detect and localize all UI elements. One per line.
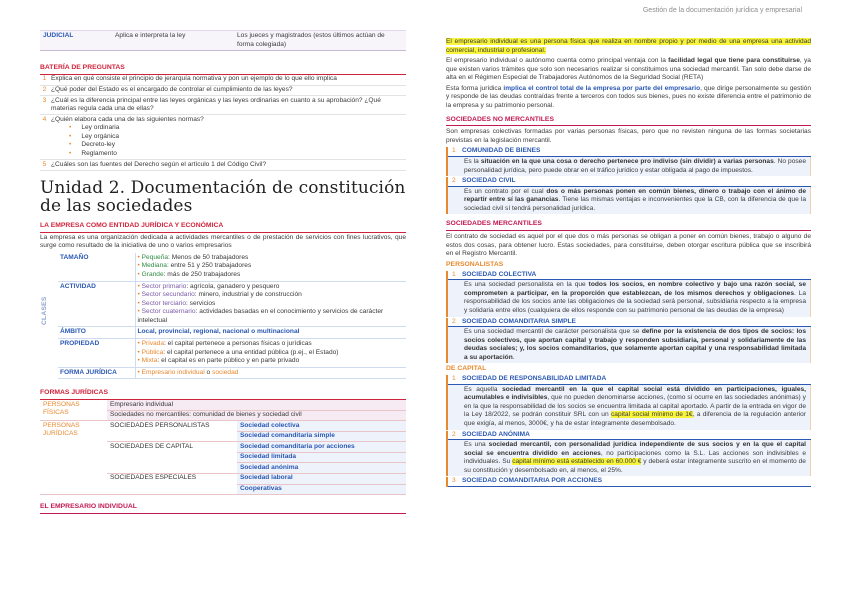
personalistas-subtitle: PERSONALISTAS bbox=[446, 260, 504, 268]
list-item: • Ley orgánica bbox=[81, 133, 404, 142]
clase-forma: FORMA JURÍDICA • Empresario individual o sociedad bbox=[58, 367, 406, 379]
comanditaria-simple-box: 2 SOCIEDAD COMANDITARIA SIMPLE Es una sociedad mercantil de carácter personalista que se define por la existencia de dos tipos de socios: los socios colectivos, que aportan capital y trabajo y responden subsidiaria, personal y solidariamente de las deudas sociales; y, los socios comanditarios, que solamente aportan capital y una responsabilidad limitada a su aportación. bbox=[446, 318, 811, 364]
judicial-key: JUDICIAL bbox=[40, 31, 112, 51]
empresario-control: Esta forma jurídica implica el control total de la empresa por parte del empresario, que dirige personalmente su gestión y responde de las deudas contraídas frente a terceros con todos sus bienes, pues no existe diferencia entre el patrimonio de la empresa y su patrimonio personal. bbox=[446, 84, 811, 109]
especiales-key: SOCIEDADES ESPECIALES bbox=[107, 473, 237, 494]
clase-tamano: TAMAÑO • Pequeña: Menos de 50 trabajadores • Mediana: entre 51 y 250 trabajadores • Grande: más de 250 trabajadores bbox=[58, 253, 406, 281]
forma-anonima: Sociedad anónima bbox=[237, 463, 406, 474]
no-mercantiles-definition: Son empresas colectivas formadas por varias personas físicas, pero que no revisten ninguna de las formas societarias previstas en la legislación mercantil. bbox=[446, 128, 811, 144]
colectiva-box: 1 SOCIEDAD COLECTIVA Es una sociedad personalista en la que todos los socios, en nombre colectivo y bajo una razón social, se comprometen a participar, en la proporción que establezcan, de los mismos derechos y obligaciones. La responsabilidad de los socios ante las obligaciones de la sociedad será personal, subsidiaria respecto a la empresa y solidaria entre ellos (cualquiera de ellos responde con su patrimonio personal de las deudas de la empresa) bbox=[446, 271, 811, 317]
clases-block bbox=[42, 253, 406, 379]
comunidad-bienes-box: 1 COMUNIDAD DE BIENES Es la situación en la que una cosa o derecho pertenece pro indiviso (sin dividir) a varias personas. No posee personalidad jurídica, pero puede obrar en el tráfico jurídico y estar obligada al pago de impuestos. bbox=[446, 147, 811, 176]
clases-label: CLASES bbox=[41, 296, 48, 325]
empresario-ventaja: El empresario individual o autónomo cuenta como principal ventaja con la facilidad legal que tiene para constituirse, ya que existen varios trámites que solo son necesarios realizar si constituimos una sociedad mercantil. Tan solo debe darse de alta en el Régimen Especial de Trabajadores Autónomos de la Seguridad Social (RETA) bbox=[446, 57, 811, 82]
mercantiles-title: SOCIEDADES MERCANTILES bbox=[446, 220, 811, 231]
personas-fisicas-key: PERSONAS FÍSICAS bbox=[40, 400, 107, 421]
comanditaria-acciones-box: 3 SOCIEDAD COMANDITARIA POR ACCIONES bbox=[446, 477, 811, 487]
bateria-title: BATERÍA DE PREGUNTAS bbox=[40, 64, 406, 75]
judicial-organs: Los jueces y magistrados (estos últimos actúan de forma colegiada) bbox=[234, 31, 406, 51]
list-item: • Reglamento bbox=[81, 150, 404, 159]
forma-cooperativas: Cooperativas bbox=[237, 484, 406, 495]
right-column bbox=[446, 38, 811, 488]
preguntas-table bbox=[40, 75, 406, 171]
empresa-definition: La empresa es una organización dedicada a actividades mercantiles o de prestación de servicios con fines lucrativos, que surge como resultado de la iniciativa de uno o varios empresarios bbox=[40, 233, 406, 250]
pregunta-3: 3 ¿Cuál es la diferencia principal entre las leyes orgánicas y las leyes ordinarias en cuanto a su aprobación? ¿Qué materias regula cada una de ellas? bbox=[40, 96, 406, 115]
mercantiles-definition: El contrato de sociedad es aquel por el que dos o más personas se obligan a poner en común bienes, trabajo o alguno de estos dos cosas, para obtener lucro. Estas sociedades, para constituirse, deben otorgar escritura pública que se inscribirá en el Registro Mercantil. bbox=[446, 233, 811, 258]
list-item: • Ley ordinaria bbox=[81, 124, 404, 133]
page-header: Gestión de la documentación jurídica y empresarial bbox=[642, 7, 802, 14]
capital-subtitle: DE CAPITAL bbox=[446, 365, 487, 373]
forma-comanditaria-acciones: Sociedad comanditaria por acciones bbox=[237, 442, 406, 453]
forma-laboral: Sociedad laboral bbox=[237, 473, 406, 484]
clase-ambito: ÁMBITO Local, provincial, regional, nacional o multinacional bbox=[58, 327, 406, 339]
limitada-box: 1 SOCIEDAD DE RESPONSABILIDAD LIMITADA Es aquella sociedad mercantil en la que el capital social está dividido en participaciones, iguales, acumulables e indivisibles, que no pueden denominarse acciones, (como sí ocurre en las sociedades anónimas) y en la que la responsabilidad de los socios se encuentra limitada al capital aportado. A partir de la entrada en vigor de la Ley 18/2022, se podrán constituir SRL con un capital social mínimo de 1€, a diferencia de la regulación anterior que exigía, al menos, 3000€, y ha de estar íntegramente desembolsado. bbox=[446, 375, 811, 429]
clase-actividad: ACTIVIDAD • Sector primario: agrícola, ganadero y pesquero • Sector secundario: minero, industrial y de construcción • Sector terciario: servicios • Sector cuaternario: actividades basadas en el conocimiento y servicios de carácter intelectual bbox=[58, 281, 406, 327]
clase-propiedad: PROPIEDAD • Privada: el capital pertenece a personas físicas o jurídicas • Pública: el capital pertenece a una entidad pública (p.ej., el Estado) • Mixta: el capital es en parte público y en parte privado bbox=[58, 338, 406, 367]
list-item: • Decreto-ley bbox=[81, 141, 404, 150]
formas-table bbox=[40, 400, 406, 495]
fisica-no-mercantiles: Sociedades no mercantiles: comunidad de bienes y sociedad civil bbox=[107, 410, 406, 421]
pregunta-4: 4 ¿Quién elabora cada una de las siguientes normas? • Ley ordinaria • Ley orgánica • Decreto-ley • Reglamento bbox=[40, 115, 406, 160]
judicial-function: Aplica e interpreta la ley bbox=[112, 31, 234, 51]
personas-juridicas-key: PERSONAS JURÍDICAS bbox=[40, 421, 107, 495]
empresario-definition: El empresario individual es una persona física que realiza en nombre propio y por medio de una empresa una actividad comercial, industrial o profesional. bbox=[446, 38, 811, 54]
sociedad-civil-box: 2 SOCIEDAD CIVIL Es un contrato por el cual dos o más personas ponen en común bienes, dinero o trabajo con el ánimo de repartir entre sí las ganancias. Tiene las mismas ventajas e inconvenientes que la CB, con la diferencia de que la sociedad civil sí tendrá personalidad jurídica. bbox=[446, 177, 811, 214]
empresario-title: EL EMPRESARIO INDIVIDUAL bbox=[40, 503, 406, 514]
pregunta-5: 5 ¿Cuáles son las fuentes del Derecho según el artículo 1 del Código Civil? bbox=[40, 160, 406, 171]
formas-title: FORMAS JURÍDICAS bbox=[40, 389, 406, 400]
unit-title: Unidad 2. Documentación de constitución de las sociedades bbox=[40, 177, 406, 217]
personalistas-key: SOCIEDADES PERSONALISTAS bbox=[107, 421, 237, 442]
normas-list bbox=[81, 124, 404, 158]
fisica-empresario: Empresario individual bbox=[107, 400, 406, 410]
pregunta-2: 2 ¿Qué poder del Estado es el encargado de controlar el cumplimiento de las leyes? bbox=[40, 85, 406, 96]
left-column bbox=[40, 30, 406, 514]
empresa-title: LA EMPRESA COMO ENTIDAD JURÍDICA Y ECONÓMICA bbox=[40, 222, 406, 233]
judicial-row bbox=[40, 30, 406, 51]
capital-key: SOCIEDADES DE CAPITAL bbox=[107, 442, 237, 474]
forma-limitada: Sociedad limitada bbox=[237, 452, 406, 463]
clases-table bbox=[58, 253, 406, 379]
pregunta-1: 1 Explica en qué consiste el principio de jerarquía normativa y pon un ejemplo de lo que ello implica bbox=[40, 75, 406, 85]
forma-colectiva: Sociedad colectiva bbox=[237, 421, 406, 432]
forma-comanditaria-simple: Sociedad comanditaria simple bbox=[237, 431, 406, 442]
no-mercantiles-title: SOCIEDADES NO MERCANTILES bbox=[446, 116, 811, 127]
anonima-box: 2 SOCIEDAD ANÓNIMA Es una sociedad mercantil, con personalidad jurídica independiente de sus socios y en la que el capital social se encuentra dividido en acciones, no participaciones como la S.L. Las acciones son indivisibles e individuales. Su capital mínimo está establecido en 60.000 € y deberá estar íntegramente suscrito en el momento de su constitución y desembolsado en, al menos, el 25%. bbox=[446, 431, 811, 477]
